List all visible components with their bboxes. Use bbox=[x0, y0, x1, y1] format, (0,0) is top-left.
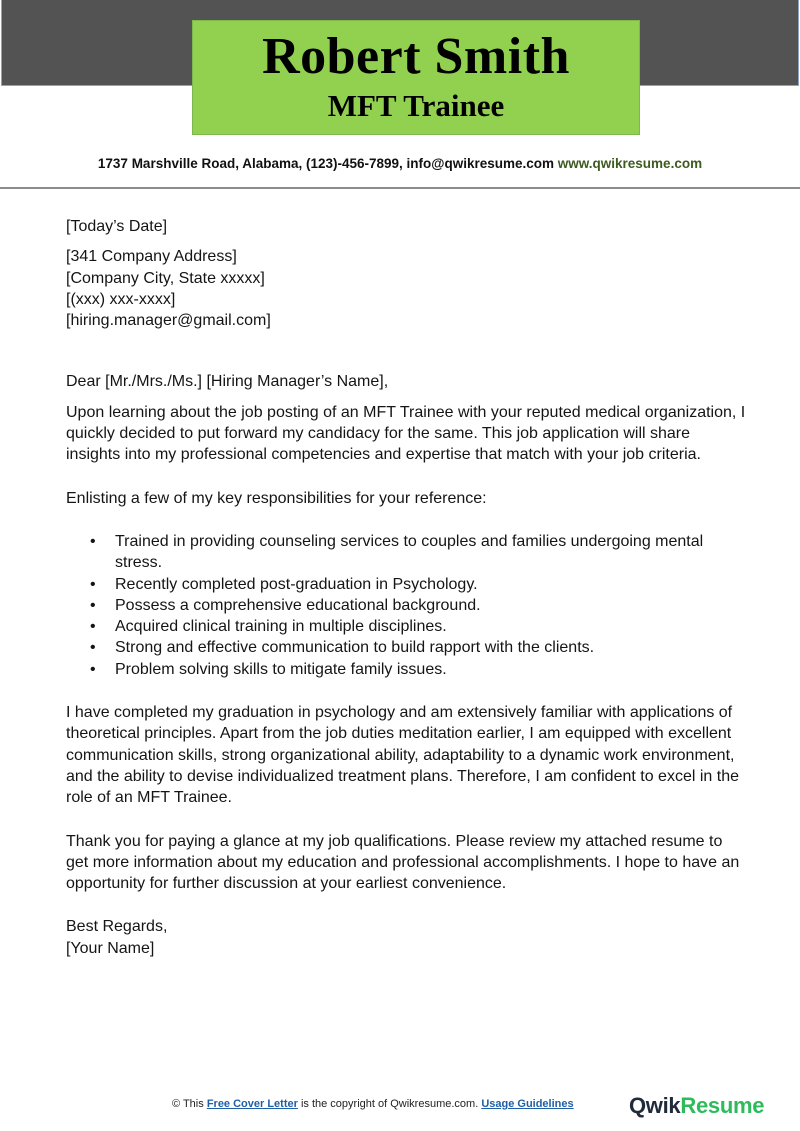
name-box bbox=[192, 20, 640, 135]
usage-guidelines-link[interactable]: Usage Guidelines bbox=[481, 1098, 574, 1110]
candidate-name: Robert Smith bbox=[262, 28, 570, 85]
letter-date: [Today’s Date] bbox=[66, 218, 168, 235]
list-item: • Strong and effective communication to build rapport with the clients. bbox=[66, 637, 746, 658]
contact-details: 1737 Marshville Road, Alabama, (123)-456-7899, info@qwikresume.com bbox=[97, 156, 555, 171]
free-cover-letter-link[interactable]: Free Cover Letter bbox=[206, 1098, 298, 1110]
website-link[interactable]: www.qwikresume.com bbox=[557, 156, 703, 171]
qwikresume-logo[interactable] bbox=[629, 1093, 764, 1119]
job-title: MFT Trainee bbox=[327, 88, 505, 123]
closing: Best Regards, bbox=[66, 918, 168, 936]
logo-resume: Resume bbox=[680, 1093, 765, 1118]
responsibilities-list bbox=[66, 531, 746, 680]
logo-qwik: Qwik bbox=[629, 1093, 681, 1118]
header-divider bbox=[0, 187, 800, 189]
list-item: • Trained in providing counseling services to couples and families undergoing mental stress. bbox=[66, 531, 746, 574]
list-item: • Acquired clinical training in multiple disciplines. bbox=[66, 616, 746, 637]
footer-prefix: © This bbox=[172, 1098, 207, 1110]
recipient-phone: [(xxx) xxx-xxxx] bbox=[66, 290, 176, 308]
paragraph-qualifications: I have completed my graduation in psychology and am extensively familiar with applications of theoretical principles. Apart from the job duties meditation earlier, I am equipped with excellent communication skills, strong organizational ability, adaptability to a dynamic work environment, and the ability to devise individualized treatment plans. Therefore, I am confident to excel in the role of an MFT Trainee. bbox=[66, 704, 739, 807]
contact-line bbox=[0, 156, 800, 171]
footer-middle: is the copyright of Qwikresume.com. bbox=[297, 1098, 482, 1110]
recipient-email: [hiring.manager@gmail.com] bbox=[66, 312, 271, 330]
recipient-address: [341 Company Address] bbox=[66, 248, 237, 266]
letter-body bbox=[66, 216, 746, 959]
list-item: • Recently completed post-graduation in Psychology. bbox=[66, 574, 746, 595]
salutation: Dear [Mr./Mrs./Ms.] [Hiring Manager’s Name], bbox=[66, 373, 389, 391]
list-item: • Problem solving skills to mitigate family issues. bbox=[66, 659, 746, 680]
list-item: • Possess a comprehensive educational background. bbox=[66, 595, 746, 616]
signature: [Your Name] bbox=[66, 939, 155, 957]
paragraph-list-intro: Enlisting a few of my key responsibilities for your reference: bbox=[66, 489, 487, 507]
recipient-city-state: [Company City, State xxxxx] bbox=[66, 269, 265, 287]
paragraph-intro: Upon learning about the job posting of an MFT Trainee with your reputed medical organization, I quickly decided to put forward my candidacy for the same. This job application will share insights into my professional competencies and expertise that match with your job criteria. bbox=[66, 403, 746, 464]
paragraph-closing: Thank you for paying a glance at my job qualifications. Please review my attached resume to get more information about my education and professional accomplishments. I hope to have an opportunity for further discussion at your earliest convenience. bbox=[66, 832, 740, 893]
copyright-footer bbox=[172, 1098, 574, 1110]
